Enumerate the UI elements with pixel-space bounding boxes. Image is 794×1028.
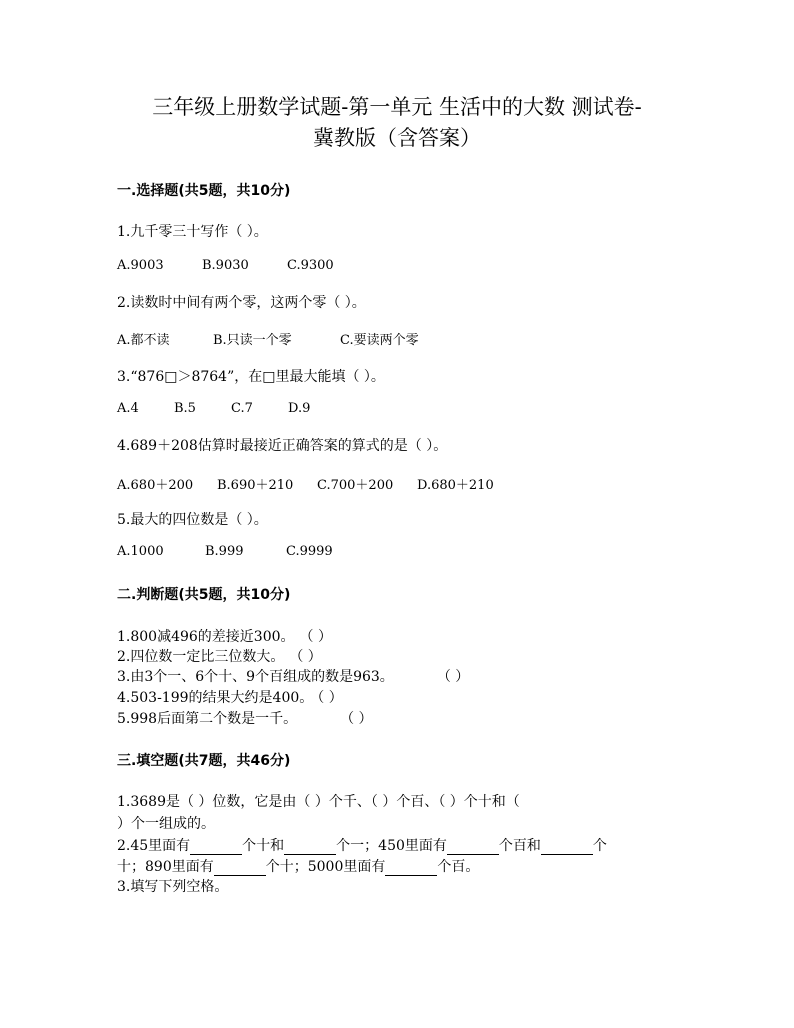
answer-bracket: （ ） [347,711,373,727]
option: C.9999 [286,544,333,559]
fill-text: 2.45里面有 [117,838,191,854]
option: D.9 [288,401,311,416]
choice-options-1 [117,258,334,273]
fill-question-3: 3.填写下列空格。 [117,879,229,895]
option: D.680＋210 [417,478,494,493]
choice-options-5 [117,544,333,559]
choice-options-3 [117,401,310,416]
judge-text: 5.998后面第二个数是一千。 [117,711,298,727]
answer-blank[interactable] [541,840,593,855]
option: B.5 [174,401,196,416]
option: A.680＋200 [117,478,194,493]
fill-text: 个一；450里面有 [336,838,447,854]
option: C.9300 [287,258,334,273]
title-line-2: 冀教版（含答案） [313,126,481,150]
fill-text: 个百和 [498,838,541,854]
answer-blank[interactable] [284,840,336,855]
choice-question-3: 3.“876□＞8764”，在□里最大能填（ ）。 [117,369,385,385]
judge-text: 1.800减496的差接近300。 [117,629,295,645]
answer-bracket: （ ） [306,629,332,645]
judge-item-1 [117,626,332,646]
section-heading-judge: 二.判断题(共5题，共10分) [117,587,291,603]
judge-text: 3.由3个一、6个十、9个百组成的数是963。 [117,669,394,685]
worksheet-title [100,92,694,154]
fill-text: 个十；5000里面有 [265,859,386,875]
fill-text: 个 [592,838,607,854]
fill-text: 十；890里面有 [117,859,214,875]
option: C.700＋200 [317,478,394,493]
fill-question-2-line-2 [117,856,479,876]
title-line-1: 三年级上册数学试题-第一单元 生活中的大数 测试卷- [152,95,642,119]
answer-blank[interactable] [447,840,499,855]
option: B.只读一个零 [213,333,292,348]
answer-bracket: （ ） [443,669,470,685]
option: B.9030 [202,258,249,273]
judge-item-4 [117,687,343,707]
judge-text: 4.503-199的结果大约是400。 [117,690,314,706]
answer-blank[interactable] [385,861,437,876]
judge-item-2 [117,646,322,666]
choice-options-4 [117,474,494,493]
fill-question-2-line-1 [117,835,607,855]
answer-blank[interactable] [214,861,266,876]
option: A.9003 [117,258,164,273]
choice-options-2 [117,329,419,348]
section-heading-fill: 三.填空题(共7题，共46分) [117,753,291,769]
answer-bracket: （ ） [296,649,322,665]
fill-question-1-line-2: ）个一组成的。 [117,816,215,832]
judge-text: 2.四位数一定比三位数大。 [117,649,285,665]
choice-question-4: 4.689＋208估算时最接近正确答案的算式的是（ ）。 [117,438,448,454]
option: A.都不读 [117,333,170,348]
answer-bracket: （ ） [317,690,343,706]
choice-question-5: 5.最大的四位数是（ ）。 [117,512,268,528]
fill-text: 个十和 [242,838,285,854]
choice-question-2: 2.读数时中间有两个零，这两个零（ ）。 [117,295,366,311]
section-heading-choice: 一.选择题(共5题，共10分) [117,183,291,199]
option: C.要读两个零 [340,333,419,348]
answer-blank[interactable] [190,840,242,855]
judge-item-3 [117,666,469,686]
option: A.4 [117,401,139,416]
judge-item-5 [117,708,373,728]
option: C.7 [231,401,253,416]
choice-question-1: 1.九千零三十写作（ ）。 [117,224,268,240]
option: B.999 [205,544,244,559]
fill-text: 个百。 [437,859,480,875]
option: A.1000 [117,544,164,559]
fill-question-1-line-1: 1.3689是（ ）位数，它是由（ ）个千、（ ）个百、（ ）个十和（ [117,794,520,810]
option: B.690＋210 [217,478,294,493]
